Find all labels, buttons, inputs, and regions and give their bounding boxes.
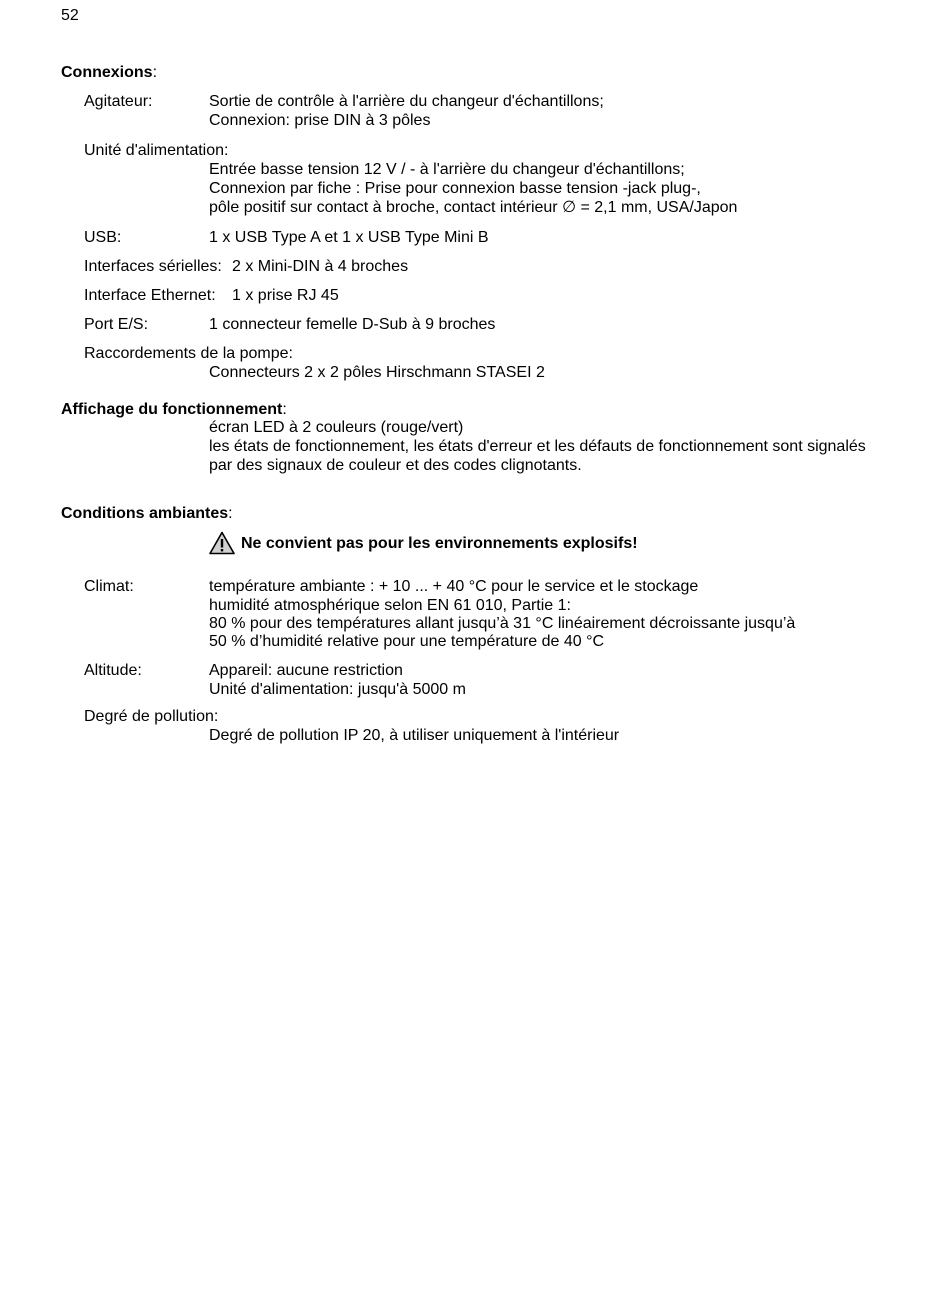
label-alimentation: Unité d'alimentation: — [84, 142, 229, 159]
value-climat-line-4: 50 % d’humidité relative pour une température de 40 °C — [209, 633, 605, 650]
heading-text: Conditions ambiantes — [61, 505, 229, 522]
value-pompe: Connecteurs 2 x 2 pôles Hirschmann STASEI 2 — [209, 364, 545, 381]
value-altitude-line-1: Appareil: aucune restriction — [209, 662, 403, 679]
value-alimentation-line-1: Entrée basse tension 12 V / - à l'arrière du changeur d'échantillons; — [209, 161, 685, 178]
value-agitateur-line-1: Sortie de contrôle à l'arrière du changeur d'échantillons; — [209, 93, 604, 110]
label-ethernet: Interface Ethernet: — [84, 287, 216, 304]
value-ethernet: 1 x prise RJ 45 — [232, 287, 339, 304]
value-pollution: Degré de pollution IP 20, à utiliser uniquement à l'intérieur — [209, 727, 620, 744]
value-climat-line-1: température ambiante : + 10 ... + 40 °C pour le service et le stockage — [209, 578, 699, 595]
value-serial: 2 x Mini-DIN à 4 broches — [232, 258, 409, 275]
section-heading-connexions: Connexions: — [61, 64, 158, 81]
value-affichage-line-2: les états de fonctionnement, les états d'erreur et les défauts de fonctionnement sont signalés — [209, 438, 866, 455]
heading-text: Affichage du fonctionnement — [61, 401, 283, 418]
value-agitateur-line-2: Connexion: prise DIN à 3 pôles — [209, 112, 431, 129]
value-altitude-line-2: Unité d'alimentation: jusqu'à 5000 m — [209, 681, 466, 698]
label-altitude: Altitude: — [84, 662, 142, 679]
section-heading-conditions: Conditions ambiantes: — [61, 505, 233, 522]
value-usb: 1 x USB Type A et 1 x USB Type Mini B — [209, 229, 489, 246]
explosive-warning — [209, 531, 638, 555]
label-usb: USB: — [84, 229, 122, 246]
value-affichage-line-1: écran LED à 2 couleurs (rouge/vert) — [209, 419, 464, 436]
label-pollution: Degré de pollution: — [84, 708, 219, 725]
warning-triangle-icon — [209, 531, 235, 555]
value-climat-line-3: 80 % pour des températures allant jusqu’à 31 °C linéairement décroissante jusqu’à — [209, 615, 796, 632]
label-serial: Interfaces sérielles: — [84, 258, 222, 275]
value-climat-line-2: humidité atmosphérique selon EN 61 010, Partie 1: — [209, 597, 571, 614]
value-alimentation-line-2: Connexion par fiche : Prise pour connexion basse tension -jack plug-, — [209, 180, 701, 197]
value-port: 1 connecteur femelle D-Sub à 9 broches — [209, 316, 496, 333]
section-heading-affichage: Affichage du fonctionnement: — [61, 401, 287, 418]
heading-text: Connexions — [61, 64, 153, 81]
value-alimentation-line-3: pôle positif sur contact à broche, contact intérieur ∅ = 2,1 mm, USA/Japon — [209, 199, 738, 216]
label-pompe: Raccordements de la pompe: — [84, 345, 293, 362]
label-climat: Climat: — [84, 578, 134, 595]
label-agitateur: Agitateur: — [84, 93, 153, 110]
warning-text: Ne convient pas pour les environnements explosifs! — [241, 534, 638, 552]
value-affichage-line-3: par des signaux de couleur et des codes clignotants. — [209, 457, 582, 474]
page-number: 52 — [61, 7, 79, 24]
label-port: Port E/S: — [84, 316, 149, 333]
